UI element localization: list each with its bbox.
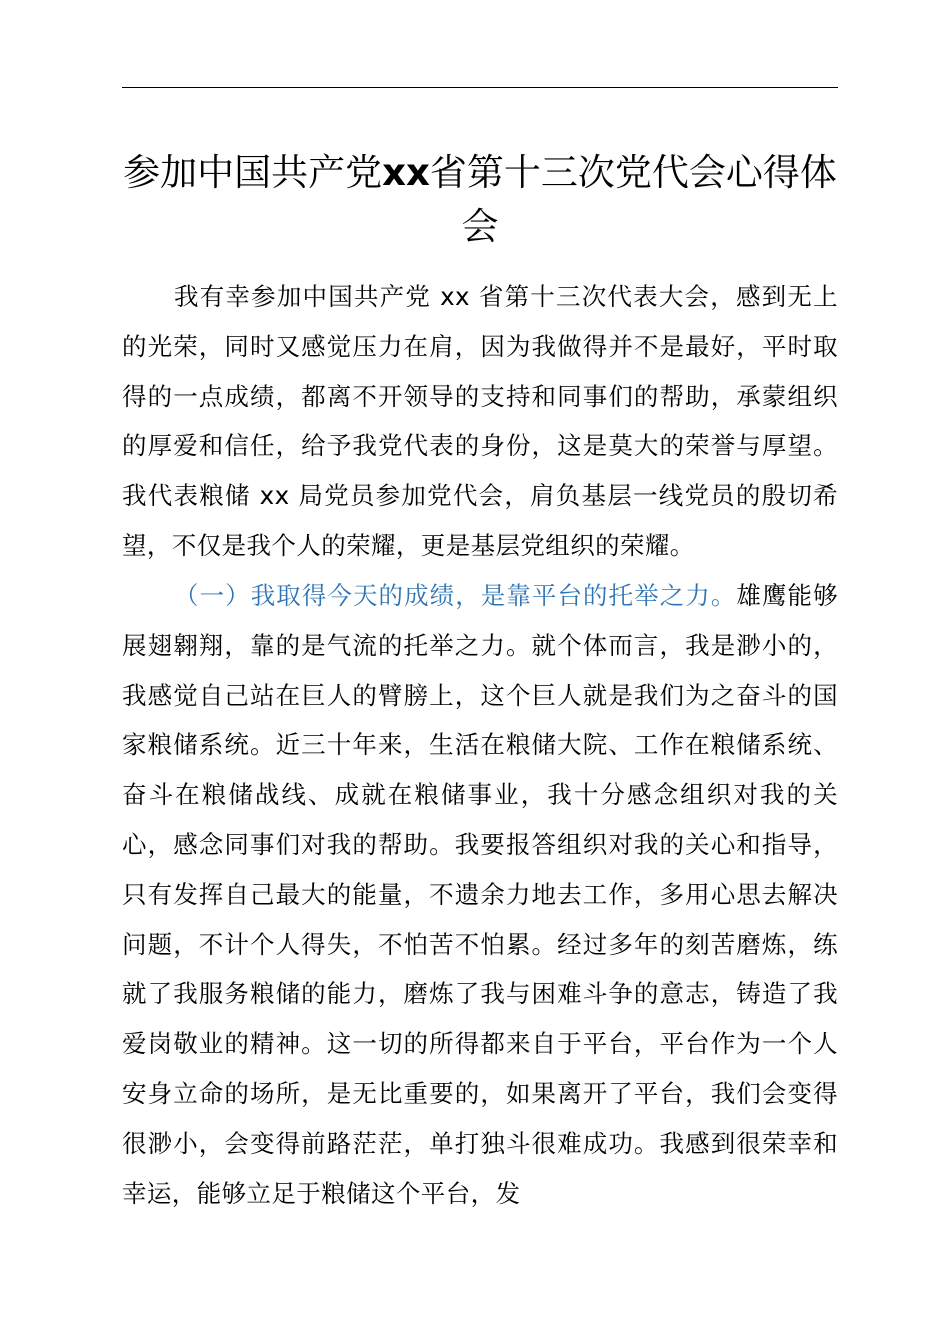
- paragraph-intro: 我有幸参加中国共产党 xx 省第十三次代表大会，感到无上的光荣，同时又感觉压力在肩，因为我做得并不是最好，平时取得的一点成绩，都离不开领导的支持和同事们的帮助，承蒙组织的厚爱和信任，给予我党代表的身份，这是莫大的荣誉与厚望。我代表粮储 xx 局党员参加党代会，肩负基层一线党员的殷切希望，不仅是我个人的荣耀，更是基层党组织的荣耀。: [122, 282, 838, 560]
- section-1-body: 雄鹰能够展翅翱翔，靠的是气流的托举之力。就个体而言，我是渺小的，我感觉自己站在巨人的臂膀上，这个巨人就是我们为之奋斗的国家粮储系统。近三十年来，生活在粮储大院、工作在粮储系统、奋斗在粮储战线、成就在粮储事业，我十分感念组织对我的关心，感念同事们对我的帮助。我要报答组织对我的关心和指导，只有发挥自己最大的能量，不遗余力地去工作，多用心思去解决问题，不计个人得失，不怕苦不怕累。经过多年的刻苦磨炼，练就了我服务粮储的能力，磨炼了我与困难斗争的意志，铸造了我爱岗敬业的精神。这一切的所得都来自于平台，平台作为一个人安身立命的场所，是无比重要的，如果离开了平台，我们会变得很渺小，会变得前路茫茫，单打独斗很难成功。我感到很荣幸和幸运，能够立足于粮储这个平台，发: [122, 581, 838, 1208]
- document-title: [122, 146, 838, 254]
- paragraph-section-1: [122, 571, 838, 1218]
- title-placeholder-xx: xx: [382, 151, 430, 194]
- title-part-2: 省第十三次党代会心得体会: [429, 151, 837, 248]
- section-1-heading: （一）我取得今天的成绩，是靠平台的托举之力。: [174, 581, 737, 610]
- title-part-1: 参加中国共产党: [123, 151, 383, 194]
- header-rule: [122, 87, 838, 88]
